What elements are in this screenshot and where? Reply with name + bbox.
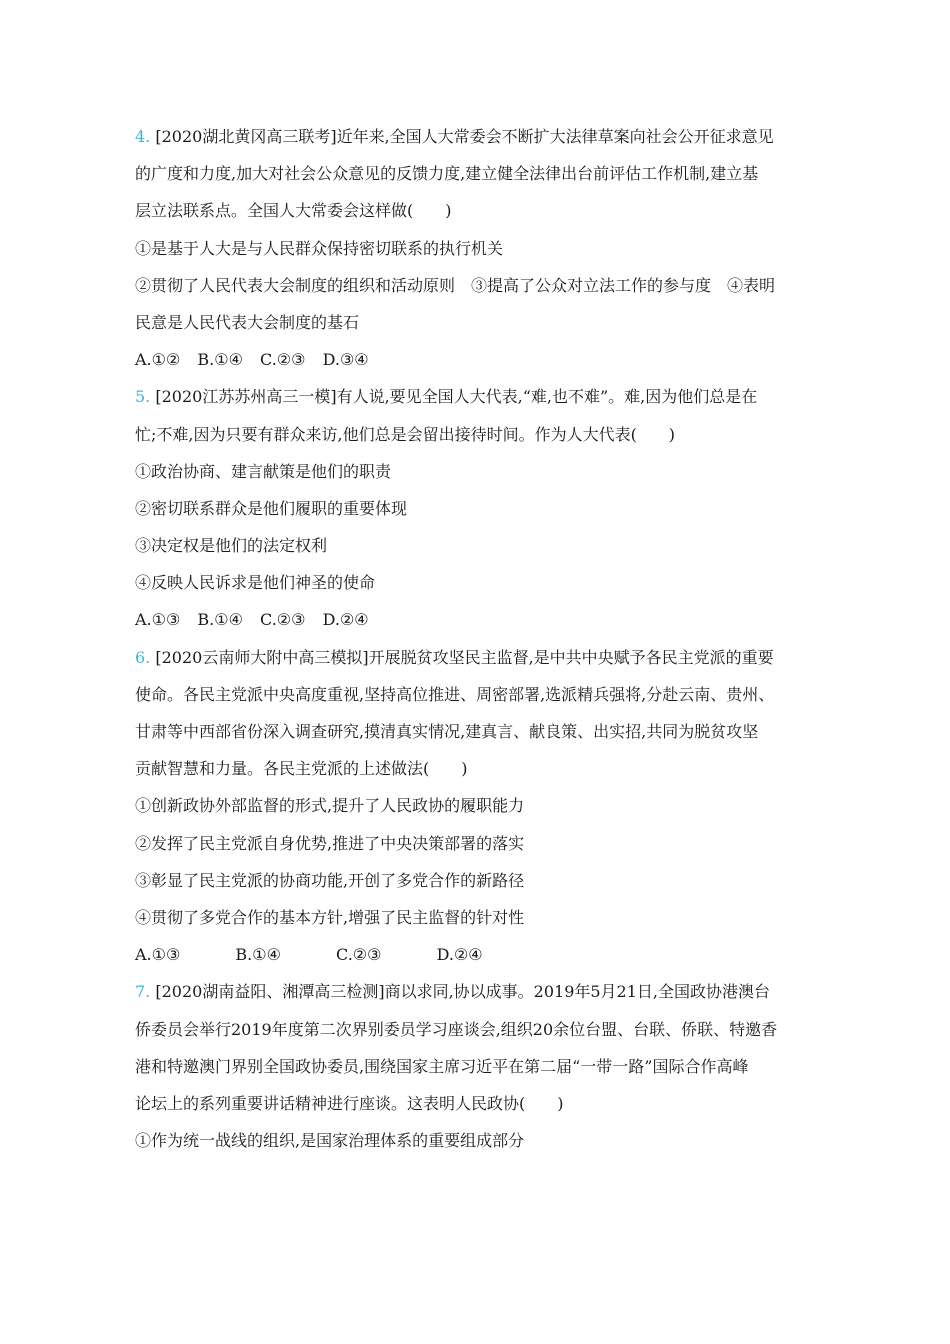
question-7-line-3: 港和特邀澳门界别全国政协委员,围绕国家主席习近平在第二届“一带一路”国际合作高峰 [135,1056,749,1076]
question-5-line-1: 5. [2020江苏苏州高三一模]有人说,要见全国人大代表,“难,也不难”。难,因为他们总是在 [135,387,758,407]
question-4-option-1: ①是基于人大是与人民群众保持密切联系的执行机关 [135,238,504,258]
question-6-choices [135,936,825,973]
question-6-line-2: 使命。各民主党派中央高度重视,坚持高位推进、周密部署,选派精兵强将,分赴云南、贵州、 [135,684,775,704]
choice-c: C.②③ [260,350,306,370]
choice-a: A.①② [135,350,181,370]
question-4-option-2-cont: 民意是人民代表大会制度的基石 [135,312,360,332]
question-7-line-2: 侨委员会举行2019年度第二次界别委员学习座谈会,组织20余位台盟、台联、侨联、特邀香 [135,1019,778,1039]
question-5-option-2: ②密切联系群众是他们履职的重要体现 [135,498,408,518]
question-5-line-2: 忙;不难,因为只要有群众来访,他们总是会留出接待时间。作为人大代表( ) [135,424,676,444]
choice-d: D.③④ [322,350,369,370]
question-5 [135,378,825,638]
question-4-line-2: 的广度和力度,加大对社会公众意见的反馈力度,建立健全法律出台前评估工作机制,建立基 [135,164,759,184]
choice-b: B.①④ [197,610,243,630]
question-7-line-1: 7. [2020湖南益阳、湘潭高三检测]商以求同,协以成事。2019年5月21日,全国政协港澳台 [135,982,770,1002]
choice-a: A.①③ [135,945,181,965]
question-4-line-1: 4. [2020湖北黄冈高三联考]近年来,全国人大常委会不断扩大法律草案向社会公开征求意见 [135,127,774,146]
question-5-option-4: ④反映人民诉求是他们神圣的使命 [135,573,376,593]
question-7-line-4: 论坛上的系列重要讲话精神进行座谈。这表明人民政协( ) [135,1093,564,1113]
question-7 [135,973,825,1159]
question-7-option-1: ①作为统一战线的组织,是国家治理体系的重要组成部分 [135,1131,525,1151]
question-6-option-1: ①创新政协外部监督的形式,提升了人民政协的履职能力 [135,796,525,816]
choice-c: C.②③ [260,610,306,630]
choice-b: B.①④ [235,945,281,965]
question-4-line-3: 层立法联系点。全国人大常委会这样做( ) [135,201,452,221]
choice-c: C.②③ [336,945,382,965]
question-6-option-4: ④贯彻了多党合作的基本方针,增强了民主监督的针对性 [135,907,525,927]
question-4-number: 4. [135,127,151,146]
question-6-line-1: 6. [2020云南师大附中高三模拟]开展脱贫攻坚民主监督,是中共中央赋予各民主党派的重要 [135,647,774,667]
question-5-number: 5. [135,387,151,407]
question-5-choices [135,601,825,638]
question-4-option-2: ②贯彻了人民代表大会制度的组织和活动原则 ③提高了公众对立法工作的参与度 ④表明 [135,275,776,295]
question-6-option-2: ②发挥了民主党派自身优势,推进了中央决策部署的落实 [135,833,525,853]
question-6-number: 6. [135,647,151,667]
question-4 [135,118,825,378]
question-6 [135,639,825,974]
choice-b: B.①④ [197,350,243,370]
question-7-number: 7. [135,982,151,1002]
question-6-line-3: 甘肃等中西部省份深入调查研究,摸清真实情况,建真言、献良策、出实招,共同为脱贫攻坚 [135,722,759,741]
question-5-option-3: ③决定权是他们的法定权利 [135,536,328,556]
question-4-choices [135,341,825,378]
question-6-line-4: 贡献智慧和力量。各民主党派的上述做法( ) [135,759,468,779]
question-6-option-3: ③彰显了民主党派的协商功能,开创了多党合作的新路径 [135,870,525,890]
question-5-option-1: ①政治协商、建言献策是他们的职责 [135,461,392,481]
document-page [135,118,825,1159]
choice-a: A.①③ [135,610,181,630]
choice-d: D.②④ [436,945,483,965]
choice-d: D.②④ [322,610,369,630]
